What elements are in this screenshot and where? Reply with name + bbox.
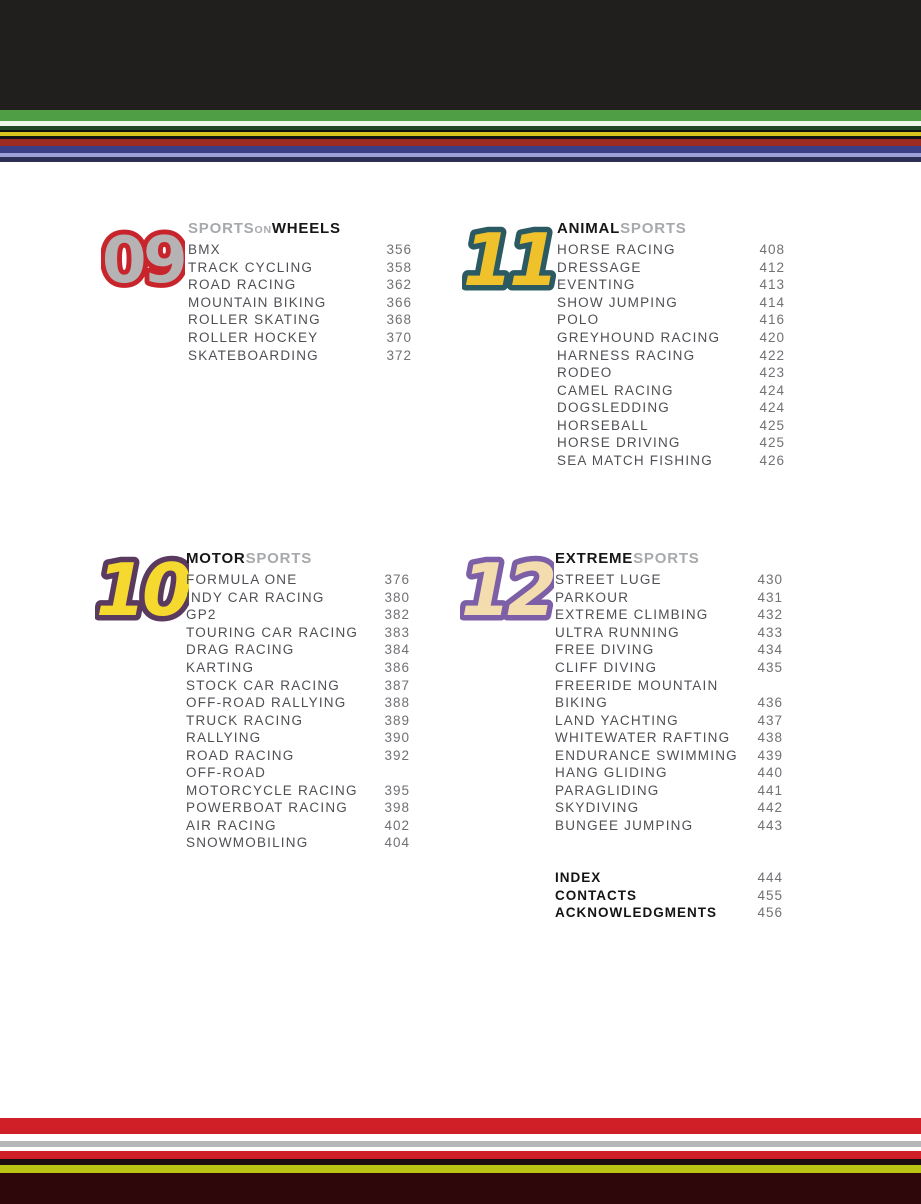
toc-entry-label: PARAGLIDING [555, 782, 660, 798]
toc-entry-label: BIKING [555, 695, 608, 711]
toc-entry-page-number: 395 [384, 782, 410, 798]
toc-entry-page-number: 420 [759, 330, 785, 345]
toc-entry [188, 294, 412, 312]
section-body [186, 551, 410, 852]
toc-entry-page-number: 372 [386, 347, 412, 363]
toc-entry-label: SHOW JUMPING [557, 294, 678, 310]
section-title-part: ANIMAL [557, 220, 621, 237]
toc-entry-label: CLIFF DIVING [555, 660, 658, 675]
toc-entry-label: KARTING [186, 660, 255, 675]
section-title-part: SPORTS [245, 550, 313, 567]
section-title [188, 221, 412, 236]
toc-entry [557, 241, 785, 259]
stripe-green [0, 110, 921, 121]
toc-entry-label: LAND YACHTING [555, 712, 679, 728]
toc-entry-label: FORMULA ONE [186, 572, 298, 588]
toc-entry [186, 641, 410, 659]
toc-entry [555, 606, 783, 624]
section-entry-list [557, 241, 785, 469]
toc-entry [557, 346, 785, 364]
toc-entry-label: ULTRA RUNNING [555, 624, 680, 640]
toc-entry-label: HANG GLIDING [555, 765, 668, 781]
toc-entry [186, 746, 410, 764]
section-title-part: SPORTS [620, 220, 687, 237]
toc-entry-page-number: 434 [757, 642, 783, 658]
badge-graphic [95, 545, 189, 629]
toc-entry [557, 294, 785, 312]
toc-entry-page-number: 376 [384, 572, 410, 588]
toc-entry-page-number: 416 [759, 312, 785, 328]
toc-entry-page-number: 386 [384, 660, 410, 675]
toc-entry-page-number: 424 [759, 400, 785, 416]
section-title [186, 551, 410, 566]
toc-entry [186, 799, 410, 817]
toc-entry-label: TOURING CAR RACING [186, 624, 359, 640]
toc-entry [555, 782, 783, 800]
top-stripe-band [0, 110, 921, 162]
toc-entry-page-number: 438 [757, 730, 783, 746]
toc-entry-label: EXTREME CLIMBING [555, 607, 709, 623]
toc-entry [557, 399, 785, 417]
toc-entry-page-number: 423 [759, 365, 785, 381]
toc-entry-label: SEA MATCH FISHING [557, 452, 713, 468]
toc-entry-page-number: 422 [759, 347, 785, 363]
toc-entry-page-number: 390 [384, 730, 410, 746]
toc-entry-page-number: 414 [759, 294, 785, 310]
badge-number: 11 [462, 218, 556, 299]
toc-entry [555, 589, 783, 607]
toc-entry-page-number: 432 [757, 607, 783, 623]
section-title [557, 221, 785, 236]
toc-entry-label: HORSE DRIVING [557, 435, 681, 451]
toc-entry [557, 311, 785, 329]
toc-entry [557, 452, 785, 470]
toc-entry-label: SKYDIVING [555, 800, 640, 816]
toc-entry [555, 641, 783, 659]
toc-entry [555, 624, 783, 642]
back-matter-list [555, 869, 783, 922]
toc-entry [186, 764, 410, 782]
toc-entry-page-number: 384 [384, 642, 410, 658]
toc-entry [186, 606, 410, 624]
toc-entry-label: GP2 [186, 607, 217, 623]
toc-entry [557, 434, 785, 452]
toc-entry [186, 676, 410, 694]
header-bar [0, 0, 921, 110]
toc-entry [188, 329, 412, 347]
toc-entry [555, 746, 783, 764]
section-entry-list [555, 571, 783, 834]
toc-entry [555, 676, 783, 694]
toc-entry-label: SNOWMOBILING [186, 835, 309, 851]
section-entry-list [186, 571, 410, 852]
toc-entry-label: BUNGEE JUMPING [555, 817, 694, 833]
toc-entry-page-number: 408 [759, 242, 785, 258]
toc-entry-label: CAMEL RACING [557, 382, 674, 398]
stripe-red [0, 1151, 921, 1159]
toc-entry-page-number: 431 [757, 589, 783, 605]
toc-entry [555, 659, 783, 677]
section-title [555, 551, 783, 566]
toc-entry-label: MOUNTAIN BIKING [188, 294, 327, 310]
toc-entry-page-number: 368 [386, 312, 412, 328]
toc-entry-label: TRUCK RACING [186, 712, 304, 728]
back-matter-entry-page-number: 444 [757, 870, 783, 886]
toc-entry-page-number: 362 [386, 277, 412, 293]
toc-entry-page-number: 424 [759, 382, 785, 398]
toc-entry-label: DRAG RACING [186, 642, 295, 658]
toc-entry-page-number: 392 [384, 747, 410, 763]
section-body [557, 221, 785, 469]
toc-entry-page-number: 370 [386, 330, 412, 345]
stripe-dark-navy [0, 157, 921, 162]
toc-entry-page-number: 382 [384, 607, 410, 623]
toc-entry-page-number: 383 [384, 624, 410, 640]
badge-number: 10 [95, 548, 189, 629]
section-title-part: SPORTS [633, 550, 700, 567]
back-matter-entry-page-number: 455 [757, 887, 783, 903]
stripe-dark-red [0, 139, 921, 146]
toc-entry-page-number: 441 [757, 782, 783, 798]
toc-entry-page-number: 440 [757, 765, 783, 781]
toc-entry [186, 817, 410, 835]
back-matter-entry-label: CONTACTS [555, 887, 637, 903]
toc-entry-label: HORSE RACING [557, 242, 676, 258]
toc-entry-label: FREE DIVING [555, 642, 655, 658]
toc-entry-label: ROLLER SKATING [188, 312, 321, 328]
back-matter-entry [555, 887, 783, 905]
section-number-badge [101, 219, 185, 295]
toc-entry-page-number: 425 [759, 435, 785, 451]
toc-entry [186, 589, 410, 607]
toc-entry [555, 694, 783, 712]
badge-number: 09 [101, 223, 185, 295]
toc-entry-label: HARNESS RACING [557, 347, 696, 363]
toc-entry [557, 276, 785, 294]
toc-entry [555, 764, 783, 782]
toc-entry-page-number: 413 [759, 277, 785, 293]
toc-entry [557, 416, 785, 434]
toc-entry [555, 799, 783, 817]
section-entry-list [188, 241, 412, 364]
toc-entry [188, 346, 412, 364]
toc-entry-page-number: 436 [757, 695, 783, 711]
toc-entry-page-number: 388 [384, 695, 410, 711]
toc-entry [186, 729, 410, 747]
toc-entry [186, 711, 410, 729]
badge-graphic [101, 219, 185, 295]
toc-entry-label: ROAD RACING [188, 277, 297, 293]
back-matter-entry-page-number: 456 [757, 905, 783, 921]
toc-entry-page-number: 387 [384, 677, 410, 693]
toc-entry-page-number: 435 [757, 660, 783, 675]
toc-entry-label: ENDURANCE SWIMMING [555, 747, 738, 763]
section-number-badge [460, 545, 554, 629]
toc-entry [188, 259, 412, 277]
toc-entry-label: RALLYING [186, 730, 262, 746]
toc-entry-label: HORSEBALL [557, 417, 649, 433]
toc-entry-label: STOCK CAR RACING [186, 677, 340, 693]
toc-entry-page-number: 430 [757, 572, 783, 588]
section-title-part: SPORTS [188, 220, 255, 237]
toc-entry-page-number: 425 [759, 417, 785, 433]
toc-entry-page-number: 412 [759, 259, 785, 275]
toc-entry [555, 571, 783, 589]
toc-entry-label: FREERIDE MOUNTAIN [555, 677, 719, 693]
stripe-lime [0, 1165, 921, 1173]
toc-entry [188, 241, 412, 259]
toc-entry-label: PARKOUR [555, 589, 630, 605]
stripe-maroon [0, 1173, 921, 1204]
badge-graphic [460, 545, 554, 629]
toc-entry-page-number: 433 [757, 624, 783, 640]
toc-entry [186, 834, 410, 852]
toc-entry-label: OFF-ROAD RALLYING [186, 695, 347, 711]
toc-entry-label: EVENTING [557, 277, 636, 293]
toc-entry [555, 711, 783, 729]
section-title-part: WHEELS [271, 220, 341, 237]
toc-entry [557, 381, 785, 399]
back-matter-entry [555, 869, 783, 887]
toc-entry-label: WHITEWATER RAFTING [555, 730, 731, 746]
toc-entry-page-number: 356 [386, 242, 412, 258]
toc-entry [186, 624, 410, 642]
toc-entry-label: GREYHOUND RACING [557, 330, 721, 345]
toc-entry-label: STREET LUGE [555, 572, 662, 588]
section-title-part: EXTREME [555, 550, 634, 567]
badge-number: 12 [460, 548, 554, 629]
section-title-part: MOTOR [186, 550, 246, 567]
toc-entry [186, 782, 410, 800]
toc-entry-page-number: 442 [757, 800, 783, 816]
toc-entry-label: ROAD RACING [186, 747, 295, 763]
toc-entry [188, 311, 412, 329]
toc-entry [186, 659, 410, 677]
toc-entry-label: RODEO [557, 365, 613, 381]
toc-entry-page-number: 402 [384, 817, 410, 833]
toc-entry-label: DOGSLEDDING [557, 400, 670, 416]
toc-entry [555, 817, 783, 835]
toc-entry-page-number: 437 [757, 712, 783, 728]
toc-entry-page-number: 358 [386, 259, 412, 275]
toc-entry [186, 571, 410, 589]
toc-entry-page-number: 443 [757, 817, 783, 833]
section-body [555, 551, 783, 834]
back-matter-entry-label: INDEX [555, 870, 602, 886]
toc-entry [555, 729, 783, 747]
toc-entry-label: TRACK CYCLING [188, 259, 314, 275]
toc-entry [557, 259, 785, 277]
toc-entry [188, 276, 412, 294]
bottom-stripe-band [0, 1118, 921, 1204]
toc-entry [557, 329, 785, 347]
section-title-part: ON [254, 224, 272, 236]
toc-entry-label: AIR RACING [186, 817, 277, 833]
toc-entry-page-number: 398 [384, 800, 410, 816]
toc-entry-label: BMX [188, 242, 221, 258]
toc-entry-page-number: 366 [386, 294, 412, 310]
back-matter-entry-label: ACKNOWLEDGMENTS [555, 905, 717, 921]
toc-entry [557, 364, 785, 382]
toc-entry-page-number: 439 [757, 747, 783, 763]
section-body [188, 221, 412, 364]
stripe-white [0, 1134, 921, 1141]
stripe-navy [0, 146, 921, 153]
toc-entry-label: ROLLER HOCKEY [188, 330, 319, 345]
section-number-badge [95, 545, 189, 629]
stripe-red [0, 1118, 921, 1134]
toc-entry [186, 694, 410, 712]
toc-entry-label: SKATEBOARDING [188, 347, 319, 363]
back-matter-entry [555, 904, 783, 922]
toc-entry-label: INDY CAR RACING [186, 589, 325, 605]
toc-entry-label: POLO [557, 312, 600, 328]
toc-entry-page-number: 404 [384, 835, 410, 851]
toc-entry-label: DRESSAGE [557, 259, 642, 275]
toc-entry-page-number: 380 [384, 589, 410, 605]
toc-entry-label: OFF-ROAD [186, 765, 267, 781]
toc-entry-page-number: 426 [759, 452, 785, 468]
toc-entry-page-number: 389 [384, 712, 410, 728]
badge-graphic [462, 215, 556, 299]
toc-entry-label: MOTORCYCLE RACING [186, 782, 358, 798]
toc-entry-label: POWERBOAT RACING [186, 800, 348, 816]
section-number-badge [462, 215, 556, 299]
